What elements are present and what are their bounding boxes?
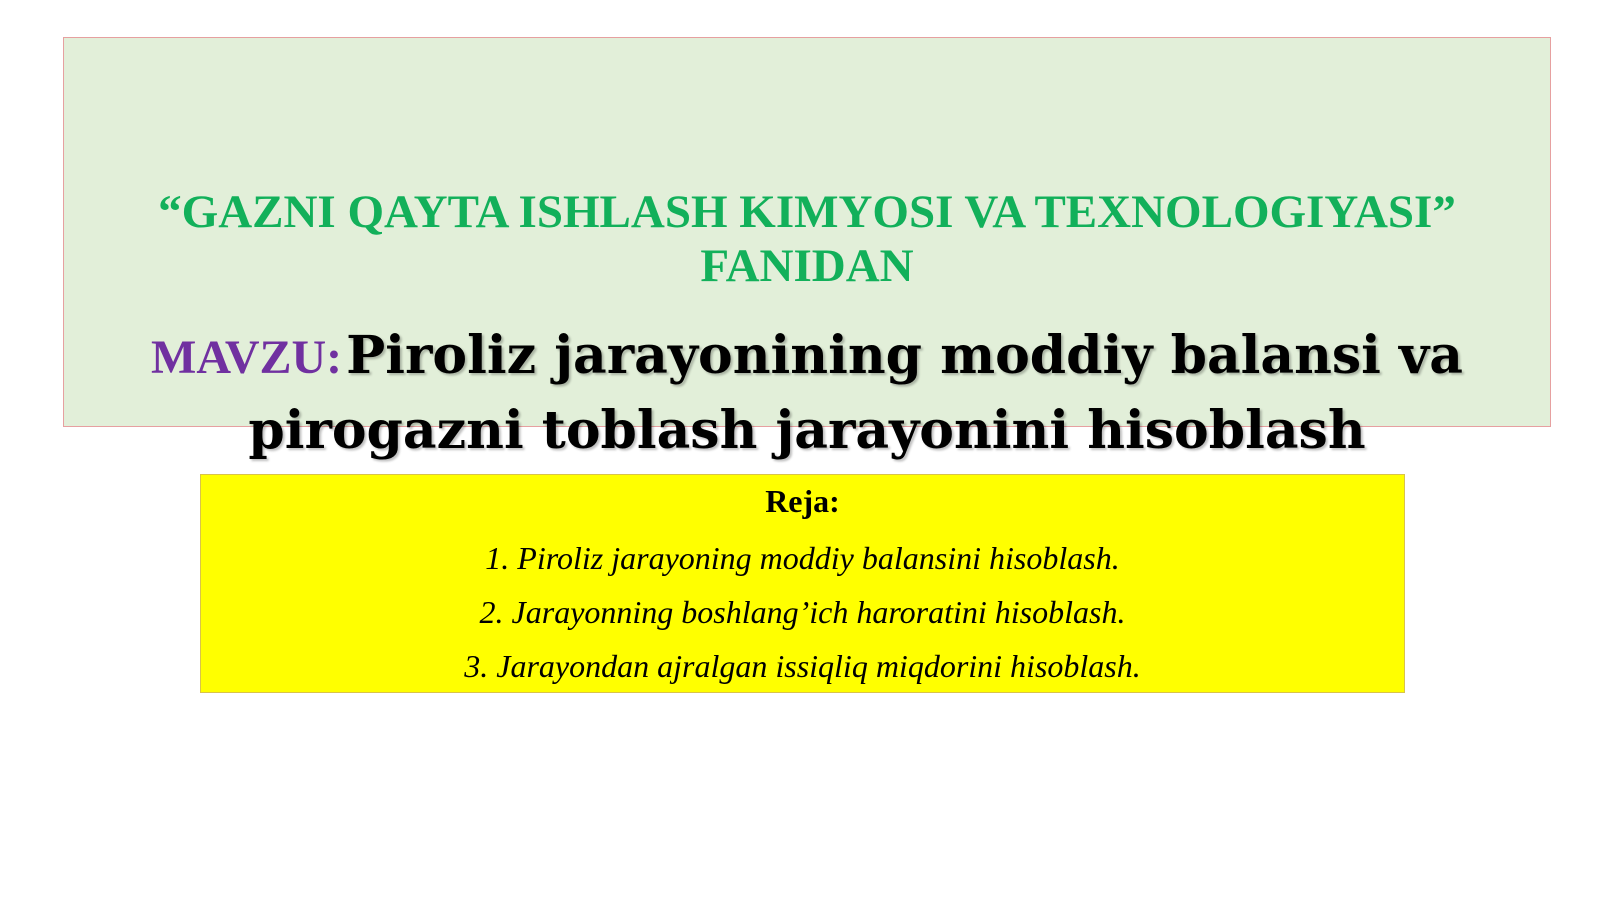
plan-item: 1. Piroliz jarayoning moddiy balansini hisoblash. bbox=[485, 540, 1120, 576]
plan-box bbox=[200, 474, 1405, 693]
topic-title bbox=[64, 325, 1550, 475]
topic-prefix: MAVZU: bbox=[151, 331, 343, 384]
plan-heading: Reja: bbox=[765, 483, 840, 519]
plan-list bbox=[201, 531, 1404, 693]
plan-item: 3. Jarayondan ajralgan issiqliq miqdorini hisoblash. bbox=[464, 648, 1141, 684]
plan-item: 2. Jarayonning boshlang’ich haroratini hisoblash. bbox=[479, 594, 1126, 630]
title-box bbox=[63, 37, 1551, 461]
subject-title: “GAZNI QAYTA ISHLASH KIMYOSI VA TEXNOLOGIYASI” FANIDAN bbox=[158, 186, 1456, 292]
topic-text: Piroliz jarayonining moddiy balansi va pirogazni toblash jarayonini hisoblash bbox=[248, 325, 1463, 461]
